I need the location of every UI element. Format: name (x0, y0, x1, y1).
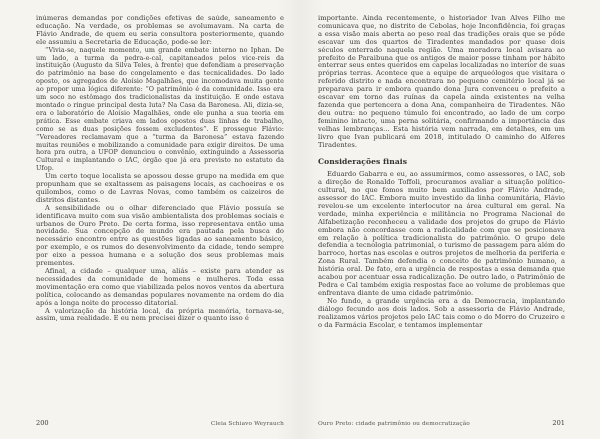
page-right-footer (318, 419, 565, 427)
page-number-right: 201 (552, 419, 565, 427)
page-left-footer (36, 419, 284, 427)
paragraph: Um certo toque localista se apossou desse grupo na medida em que propunham que se exaltassem as paisagens locais, as cachoeiras e os quilombos, como o de Lavras Novas, como também os caizeiros de distritos distantes. (36, 172, 284, 204)
section-heading: Considerações finais (318, 157, 408, 167)
paragraph: A sensibilidade ou o olhar diferenciado que Flávio possuía se identificava muito com sua visão ambientalista dos problemas sociais e urbanos de Ouro Preto. De certa forma, isso representava então uma novidade. Sua concepção de mundo era pautada pela busca do necessário encontro entre as questões ligadas ao saneamento básico, por exemplo, e os rumos do desenvolvimento da cidade, tendo sempre por eixo a pessoa humana e a solução dos seus problemas mais prementes. (36, 203, 284, 268)
page-left-text-block (36, 15, 284, 399)
paragraph: inúmeras demandas por condições efetivas de saúde, saneamento e educação. Na verdade, os problemas se avolumavam. Na carta de Flávio Andrade, de quem eu seria consultora posteriormente, quando ele assumiu a Secretaria de Educação, pode-se ler: (36, 15, 284, 46)
block-quote-paragraph: “Vivia-se, naquele momento, um grande embate interno no Iphan. De um lado, a turma da pedra-e-cal, capitaneados pelos vice-reis da instituição (Augusto da Silva Teles, à frente) que defendiam a preservação do patrimônio na base do congelamento e das tecnicalidades. Do lado oposto, os agregados de Aloísio Magalhães, que incomodava muita gente ao propor uma lógica diferente: “O patrimônio é da comunidade. Isso era um soco no estômago dos tradicionalistas da instituição. E onde estava montado o ringue principal desta luta? Na Casa da Baronesa. Ali, dizia-se, era o laboratório de Aloísio Magalhães, onde ele punha a sua teoria em prática. Esse embate criava em lados opostos duas linhas de trabalho, como se as duas posições fossem excludentes”. E prossegue Flávio: “Vereadores reclamavam que a “turma da Baronesa” estava fazendo muitas reuniões e mobilizando a comunidade para exigir direitos. De uma hora pra outra, a UFOP denunciou o convênio, extinguindo a Assessoria Cultural e implantando o IAC, órgão que já era previsto no estatuto da Ufop. (36, 45, 284, 173)
paragraph: Afinal, a cidade – qualquer uma, aliás – existe para atender as necessidades da comunidade de homens e mulheres. Toda essa movimentação era como que viabilizada pelos novos ventos da abertura política, colocando as demandas populares novamente na ordem do dia após a longa noite do processo ditatorial. (36, 267, 284, 307)
running-header-author: Cleia Schiavo Weyrauch (210, 421, 284, 427)
page-right-text-block (318, 15, 565, 399)
running-header-title: Ouro Preto: cidade patrimônio ou democratização (318, 421, 470, 427)
paragraph: Eduardo Gabarra e eu, ao assumirmos, como assessores, o IAC, sob a direção de Ronaldo Toffoli, procuramos avaliar a situação político-cultural, no que fomos muito bem auxiliados por Flávio Andrade, assessor do IAC. Embora muito investido da linha comunitária, Flávio revelou-se um excelente interlocutor na área cultural em geral. Na verdade, minha experiência e militância no Programa Nacional de Alfabetização reconheceu a validade dos projetos do grupo de Flávio embora não concordasse com a radicalidade com que se posicionava em relação à política tradicionalista do patrimônio. O grupo dele defendia a tecnologia patrimonial, o turismo de passagem para além do barroco, hortas nas escolas e outros projetos de melhoria da periferia e Zona Rural. Também defendia o conceito de patrimônio humano, a história oral. De fato, era a urgência de respostas a essa demanda que acabou por acentuar essa radicalização. De outro lado, o Patrimônio de Pedra e Cal também exigia respostas face ao volume de problemas que enfrentava diante de uma cidade patrimônio. (318, 170, 565, 297)
page-right (300, 0, 600, 439)
page-number-left: 200 (36, 419, 49, 427)
paragraph: importante. Ainda recentemente, o historiador Ivan Alves Filho me comunicava que, no distrito de Cebolas, hoje Inconfidência, foi graças a essa visão mais aberta ao peso real das tradições orais que se pôde escavar um dos quartos de Tiradentes mandados por quase dois séculos enterrado naquela região. Uma moradora local avisara ao prefeito de Paraibuna que os antigos de maior posse tinham por hábito enterrar seus entes queridos em capelas localizadas no interior de suas próprias terras. Acontece que a equipe de arqueólogos que visitara o referido distrito e nada encontrara no pequeno cemitério local já se preparava para ir embora quando dona Jura convenceu o prefeito a escavar em torno das ruínas da capela ainda existentes na velha fazenda que pertencera a dona Ana, companheira de Tiradentes. Não deu outra: no pequeno túmulo foi encontrado, ao lado de um corpo feminino intacto, uma perna solitária, confirmando a importância das velhas lembranças... Esta história vem narrada, em detalhes, em um livro que Ivan publicará em 2018, intitulado O caminho do Alferes Tiradentes. (318, 15, 565, 149)
paragraph: A valorização da história local, da própria memória, tornava-se, assim, uma realidade. E eu nem precisei dizer o quanto isso é (36, 306, 284, 323)
paragraph: No fundo, a grande urgência era a da Democracia, implantando diálogo fecundo aos dois lados. Sob a assessoria de Flávio Andrade, realizamos vários projetos pelo IAC tais como o do Morro do Cruzeiro e o da Farmácia Escolar, e tentamos implementar (318, 296, 565, 329)
